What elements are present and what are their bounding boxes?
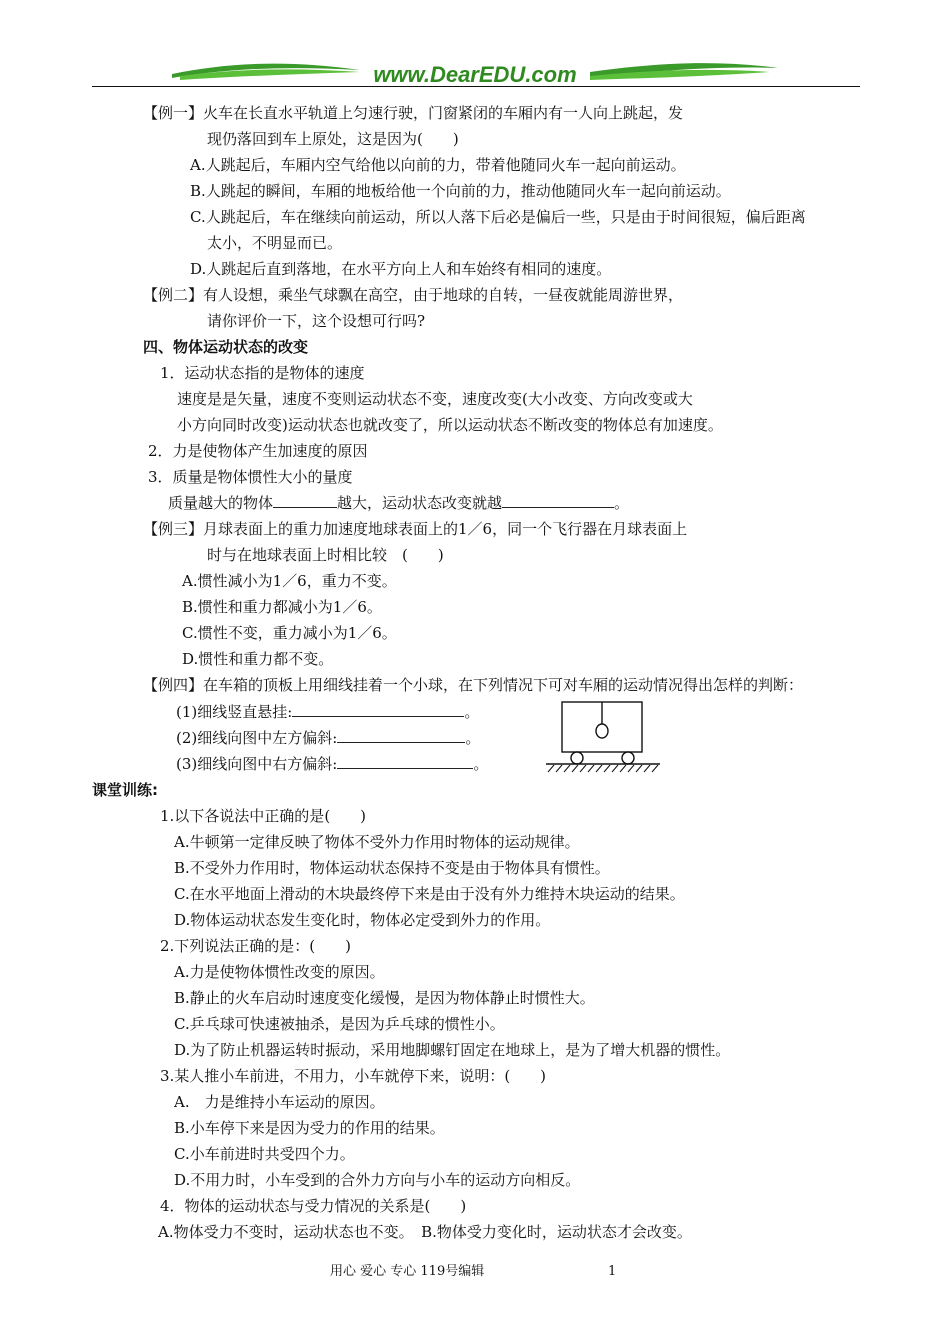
site-name: www.DearEDU.com [373,62,577,87]
example-4-case-2 [176,728,480,748]
case-3-blank[interactable] [337,754,473,769]
example-1-option-c: C.人跳起后，车在继续向前运动，所以人落下后必是偏后一些，只是由于时间很短，偏后距离 [190,208,806,226]
fill-text-1: 质量越大的物体 [168,494,274,512]
point-3-fill-blank [168,493,629,513]
example-1-option-c-cont: 太小，不明显而已。 [207,234,343,252]
example-4-case-3 [176,754,488,774]
question-1-option-b: B.不受外力作用时，物体运动状态保持不变是由于物体具有惯性。 [174,859,610,877]
carriage-diagram [544,700,664,774]
question-3-option-a: A. 力是维持小车运动的原因。 [174,1093,385,1111]
header-rule [92,86,860,87]
answer-blank-2[interactable] [502,493,614,508]
question-2-option-d: D.为了防止机器运转时振动，采用地脚螺钉固定在地球上，是为了增大机器的惯性。 [174,1041,731,1059]
hanging-ball [596,724,608,738]
page-footer: 用心 爱心 专心 119号编辑 [330,1264,485,1279]
example-4-title: 【例四】在车箱的顶板上用细线挂着一个小球，在下列情况下可对车厢的运动情况得出怎样的判断： [143,676,804,694]
section-heading: 四、物体运动状态的改变 [143,338,309,356]
question-3-option-c: C.小车前进时共受四个力。 [174,1145,355,1163]
question-2-option-c: C.乒乓球可快速被抽杀，是因为乒乓球的惯性小。 [174,1015,505,1033]
right-wheel [622,752,634,764]
question-3-option-d: D.不用力时，小车受到的合外力方向与小车的运动方向相反。 [174,1171,581,1189]
example-1-option-d: D.人跳起后直到落地，在水平方向上人和车始终有相同的速度。 [190,260,612,278]
page-number: 1 [608,1264,617,1279]
example-1-title: 【例一】火车在长直水平轨道上匀速行驶，门窗紧闭的车厢内有一人向上跳起，发 [143,104,684,122]
example-3-option-a: A.惯性减小为1／6，重力不变。 [182,572,397,590]
point-3: 3．质量是物体惯性大小的量度 [148,468,353,486]
example-2-title: 【例二】有人设想，乘坐气球飘在高空，由于地球的自转，一昼夜就能周游世界， [143,286,684,304]
case-1-blank[interactable] [292,702,464,717]
fill-text-3: 。 [614,494,630,512]
question-1-option-c: C.在水平地面上滑动的木块最终停下来是由于没有外力维持木块运动的结果。 [174,885,685,903]
example-1-option-a: A.人跳起后，车厢内空气给他以向前的力，带着他随同火车一起向前运动。 [190,156,686,174]
fill-text-2: 越大，运动状态改变就越 [337,494,503,512]
point-1-detail-cont: 小方向同时改变)运动状态也就改变了，所以运动状态不断改变的物体总有加速度。 [177,416,723,434]
example-3-option-c: C.惯性不变，重力减小为1／6。 [182,624,397,642]
example-3-option-d: D.惯性和重力都不变。 [182,650,334,668]
example-2-title-cont: 请你评价一下，这个设想可行吗? [207,312,426,330]
point-1: 1．运动状态指的是物体的速度 [160,364,365,382]
ground-hatching [548,765,658,772]
example-4-case-1 [176,702,479,722]
case-3-end: 。 [473,755,489,773]
question-4: 4．物体的运动状态与受力情况的关系是( ) [160,1197,467,1215]
question-1-option-d: D.物体运动状态发生变化时，物体必定受到外力的作用。 [174,911,551,929]
example-1-title-cont: 现仍落回到车上原处，这是因为( ) [207,130,459,148]
question-2-option-b: B.静止的火车启动时速度变化缓慢，是因为物体静止时惯性大。 [174,989,595,1007]
question-1: 1.以下各说法中正确的是( ) [160,807,367,825]
question-3: 3.某人推小车前进，不用力，小车就停下来，说明：( ) [160,1067,547,1085]
question-2-option-a: A.力是使物体惯性改变的原因。 [174,963,385,981]
point-2: 2．力是使物体产生加速度的原因 [148,442,368,460]
case-2-end: 。 [465,729,481,747]
question-1-option-a: A.牛顿第一定律反映了物体不受外力作用时物体的运动规律。 [174,833,580,851]
case-1-end: 。 [464,703,480,721]
case-3-label: (3)细线向图中右方偏斜: [176,755,338,773]
case-2-blank[interactable] [337,728,465,743]
case-2-label: (2)细线向图中左方偏斜: [176,729,338,747]
answer-blank-1[interactable] [273,493,337,508]
example-3-title: 【例三】月球表面上的重力加速度地球表面上的1／6，同一个飞行器在月球表面上 [143,520,688,538]
case-1-label: (1)细线竖直悬挂: [176,703,293,721]
example-3-option-b: B.惯性和重力都减小为1／6。 [182,598,382,616]
example-1-option-b: B.人跳起的瞬间，车厢的地板给他一个向前的力，推动他随同火车一起向前运动。 [190,182,731,200]
question-4-options-ab: A.物体受力不变时，运动状态也不变。 B.物体受力变化时，运动状态才会改变。 [158,1223,692,1241]
left-wheel [571,752,583,764]
practice-heading: 课堂训练: [92,781,158,799]
question-3-option-b: B.小车停下来是因为受力的作用的结果。 [174,1119,445,1137]
point-1-detail: 速度是是矢量，速度不变则运动状态不变，速度改变(大小改变、方向改变或大 [177,390,693,408]
question-2: 2.下列说法正确的是：( ) [160,937,352,955]
example-3-title-cont: 时与在地球表面上时相比较 ( ) [207,546,444,564]
